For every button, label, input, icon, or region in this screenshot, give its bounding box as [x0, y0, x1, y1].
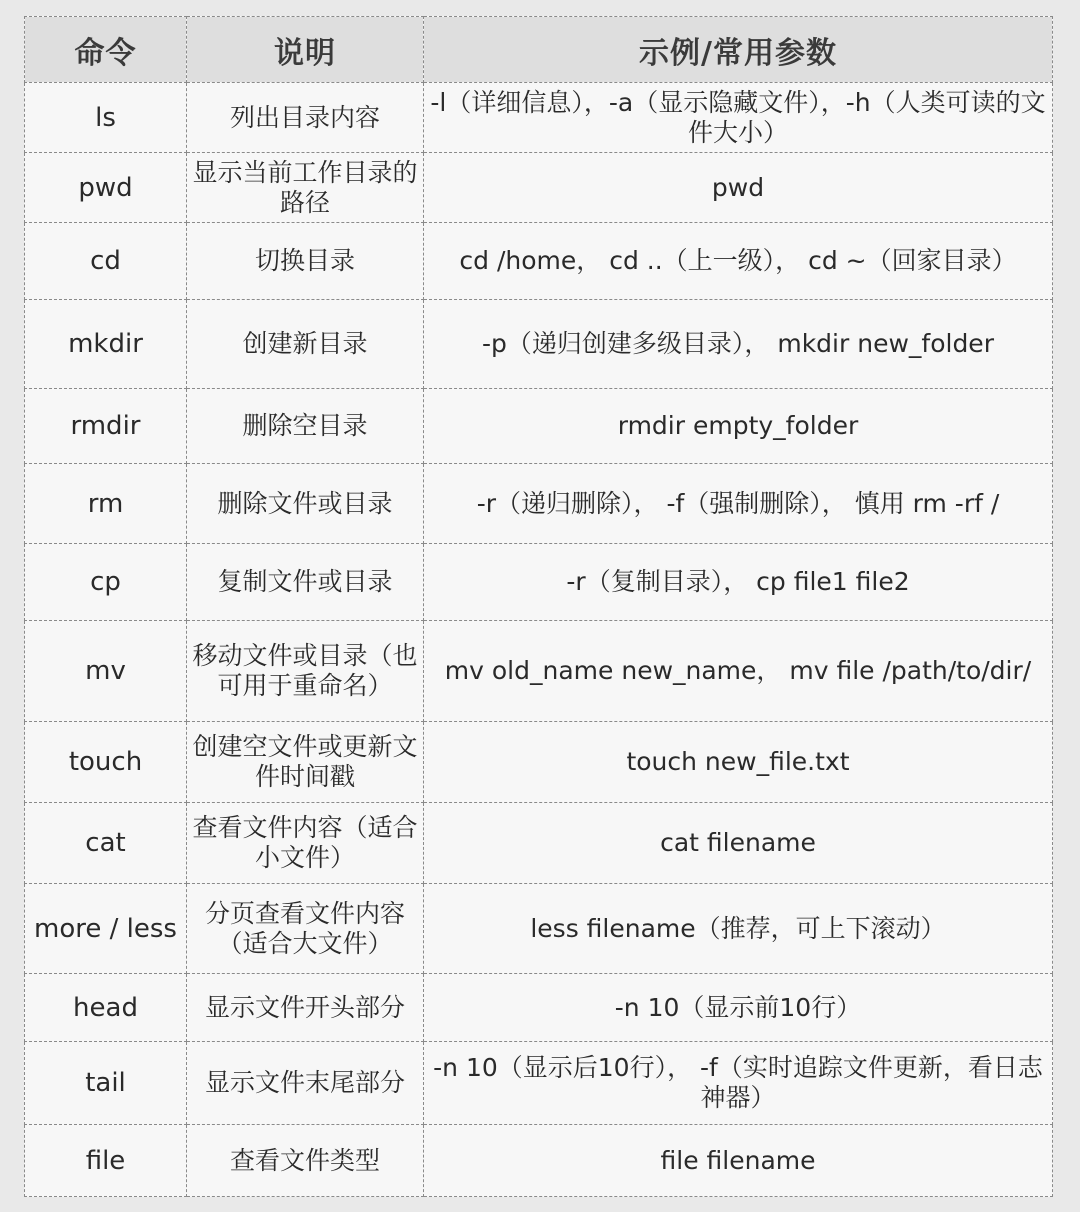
- command-cell: file: [25, 1125, 187, 1197]
- table-row: [25, 621, 1053, 722]
- table-row: [25, 1042, 1053, 1125]
- command-cell: cat: [25, 803, 187, 884]
- description-cell: 分页查看文件内容（适合大文件）: [187, 884, 424, 974]
- table-row: [25, 223, 1053, 300]
- description-cell: 显示文件开头部分: [187, 974, 424, 1042]
- example-cell: -p（递归创建多级目录）， mkdir new_folder: [424, 300, 1053, 389]
- table-row: [25, 464, 1053, 544]
- command-cell: mv: [25, 621, 187, 722]
- description-cell: 查看文件内容（适合小文件）: [187, 803, 424, 884]
- description-cell: 删除空目录: [187, 389, 424, 464]
- table-row: [25, 83, 1053, 153]
- description-cell: 删除文件或目录: [187, 464, 424, 544]
- example-cell: -l（详细信息），-a（显示隐藏文件），-h（人类可读的文件大小）: [424, 83, 1053, 153]
- description-cell: 切换目录: [187, 223, 424, 300]
- table-row: [25, 389, 1053, 464]
- header-row: [25, 17, 1053, 83]
- command-cell: pwd: [25, 153, 187, 223]
- description-cell: 移动文件或目录（也可用于重命名）: [187, 621, 424, 722]
- example-cell: -r（递归删除）， -f（强制删除）， 慎用 rm -rf /: [424, 464, 1053, 544]
- table-row: [25, 974, 1053, 1042]
- example-cell: cd /home， cd ..（上一级）， cd ~（回家目录）: [424, 223, 1053, 300]
- table-row: [25, 884, 1053, 974]
- table-row: [25, 300, 1053, 389]
- command-cell: ls: [25, 83, 187, 153]
- example-cell: less filename（推荐，可上下滚动）: [424, 884, 1053, 974]
- description-cell: 创建空文件或更新文件时间戳: [187, 722, 424, 803]
- description-cell: 列出目录内容: [187, 83, 424, 153]
- description-cell: 查看文件类型: [187, 1125, 424, 1197]
- header-description: 说明: [187, 17, 424, 83]
- example-cell: touch new_file.txt: [424, 722, 1053, 803]
- description-cell: 创建新目录: [187, 300, 424, 389]
- command-cell: mkdir: [25, 300, 187, 389]
- table-row: [25, 153, 1053, 223]
- table-row: [25, 803, 1053, 884]
- table-row: [25, 722, 1053, 803]
- linux-command-table: [24, 16, 1053, 1197]
- description-cell: 显示文件末尾部分: [187, 1042, 424, 1125]
- example-cell: mv old_name new_name， mv file /path/to/dir/: [424, 621, 1053, 722]
- description-cell: 显示当前工作目录的路径: [187, 153, 424, 223]
- command-cell: touch: [25, 722, 187, 803]
- command-cell: tail: [25, 1042, 187, 1125]
- command-cell: cd: [25, 223, 187, 300]
- header-command: 命令: [25, 17, 187, 83]
- example-cell: -r（复制目录）， cp file1 file2: [424, 544, 1053, 621]
- header-examples: 示例/常用参数: [424, 17, 1053, 83]
- example-cell: pwd: [424, 153, 1053, 223]
- table-row: [25, 1125, 1053, 1197]
- example-cell: cat filename: [424, 803, 1053, 884]
- example-cell: file filename: [424, 1125, 1053, 1197]
- example-cell: -n 10（显示后10行）， -f（实时追踪文件更新，看日志神器）: [424, 1042, 1053, 1125]
- example-cell: rmdir empty_folder: [424, 389, 1053, 464]
- example-cell: -n 10（显示前10行）: [424, 974, 1053, 1042]
- command-cell: rm: [25, 464, 187, 544]
- command-cell: more / less: [25, 884, 187, 974]
- command-cell: cp: [25, 544, 187, 621]
- command-cell: head: [25, 974, 187, 1042]
- table-row: [25, 544, 1053, 621]
- command-cell: rmdir: [25, 389, 187, 464]
- description-cell: 复制文件或目录: [187, 544, 424, 621]
